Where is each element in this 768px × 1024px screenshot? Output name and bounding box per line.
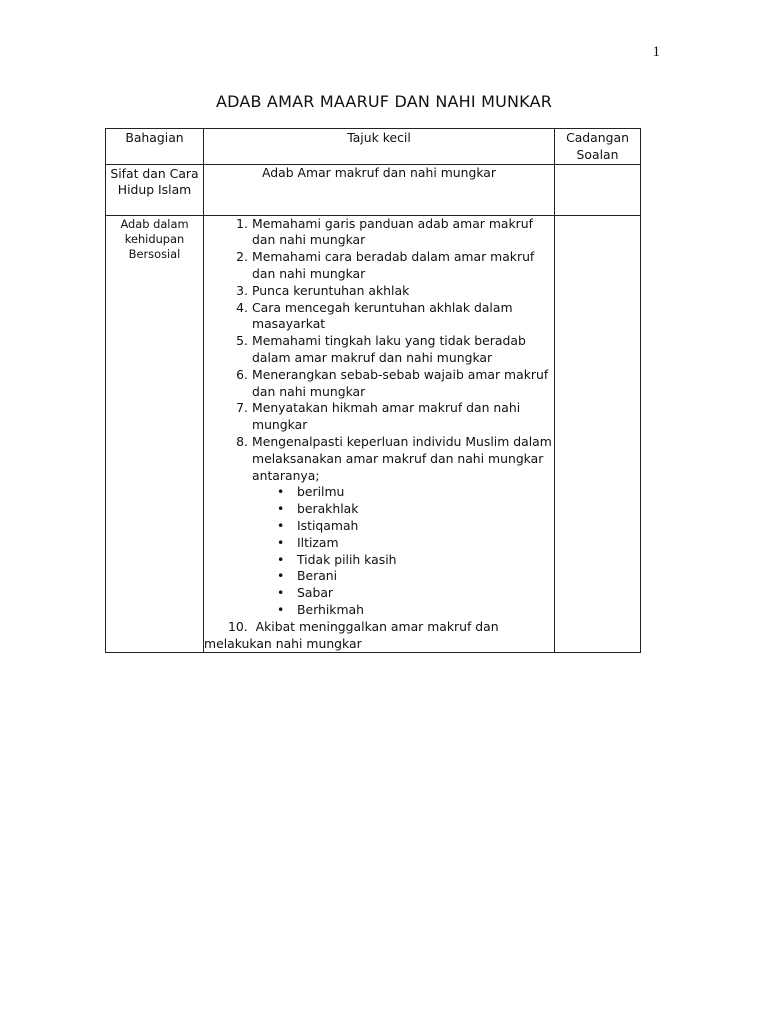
cell-tajuk-kecil-list (204, 215, 555, 653)
list-item: • Sabar (277, 585, 334, 601)
bullet-icon: • (277, 534, 285, 550)
syllabus-table (105, 128, 641, 653)
cell-cadangan-soalan (555, 215, 641, 653)
list-item: • berakhlak (277, 501, 359, 517)
table-row (106, 164, 641, 215)
table-header-row (106, 129, 641, 165)
header-bahagian: Bahagian (106, 129, 204, 165)
cell-tajuk-kecil: Adab Amar makruf dan nahi mungkar (204, 164, 555, 215)
list-item: 6. Menerangkan sebab-sebab wajaib amar makruf dan nahi mungkar (236, 366, 549, 399)
bullet-icon: • (277, 551, 285, 567)
header-cadangan-soalan: Cadangan Soalan (555, 129, 641, 165)
list-item: 7. Menyatakan hikmah amar makruf dan nahi mungkar (236, 400, 521, 433)
bullet-icon: • (277, 585, 285, 601)
bullet-icon: • (277, 484, 285, 500)
document-title: ADAB AMAR MAARUF DAN NAHI MUNKAR (215, 92, 553, 111)
header-tajuk-kecil: Tajuk kecil (204, 129, 555, 165)
cell-cadangan-soalan (555, 164, 641, 215)
list-item: 5. Memahami tingkah laku yang tidak beradab dalam amar makruf dan nahi mungkar (236, 333, 526, 365)
list-item: 2. Memahami cara beradab dalam amar makruf dan nahi mungkar (236, 249, 535, 281)
list-item: • Iltizam (277, 534, 339, 550)
bullet-icon: • (277, 501, 285, 517)
table-row (106, 215, 641, 653)
list-item: 3. Punca keruntuhan akhlak (236, 282, 410, 298)
list-item: • Tidak pilih kasih (277, 551, 397, 567)
list-item: 8. Mengenalpasti keperluan individu Muslim dalam melaksanakan amar makruf dan nahi mungkar antaranya; (236, 433, 552, 483)
list-item: 4. Cara mencegah keruntuhan akhlak dalam masayarkat (236, 299, 513, 332)
cell-bahagian: Sifat dan Cara Hidup Islam (106, 164, 204, 215)
cell-bahagian: Adab dalam kehidupan Bersosial (106, 215, 204, 653)
list-item: • Berani (277, 568, 338, 584)
list-item: • berilmu (277, 484, 345, 500)
qualities-bullet-list (204, 484, 554, 618)
list-item-10: 10. Akibat meninggalkan amar makruf dan melakukan nahi mungkar (204, 618, 499, 651)
bullet-icon: • (277, 568, 285, 584)
bullet-icon: • (277, 517, 285, 533)
list-item: 1. Memahami garis panduan adab amar makruf dan nahi mungkar (236, 215, 533, 248)
page-number: 1 (652, 44, 660, 60)
bullet-icon: • (277, 601, 285, 617)
list-item: • Istiqamah (277, 517, 359, 533)
topic-list (204, 216, 554, 485)
list-item: • Berhikmah (277, 601, 364, 617)
